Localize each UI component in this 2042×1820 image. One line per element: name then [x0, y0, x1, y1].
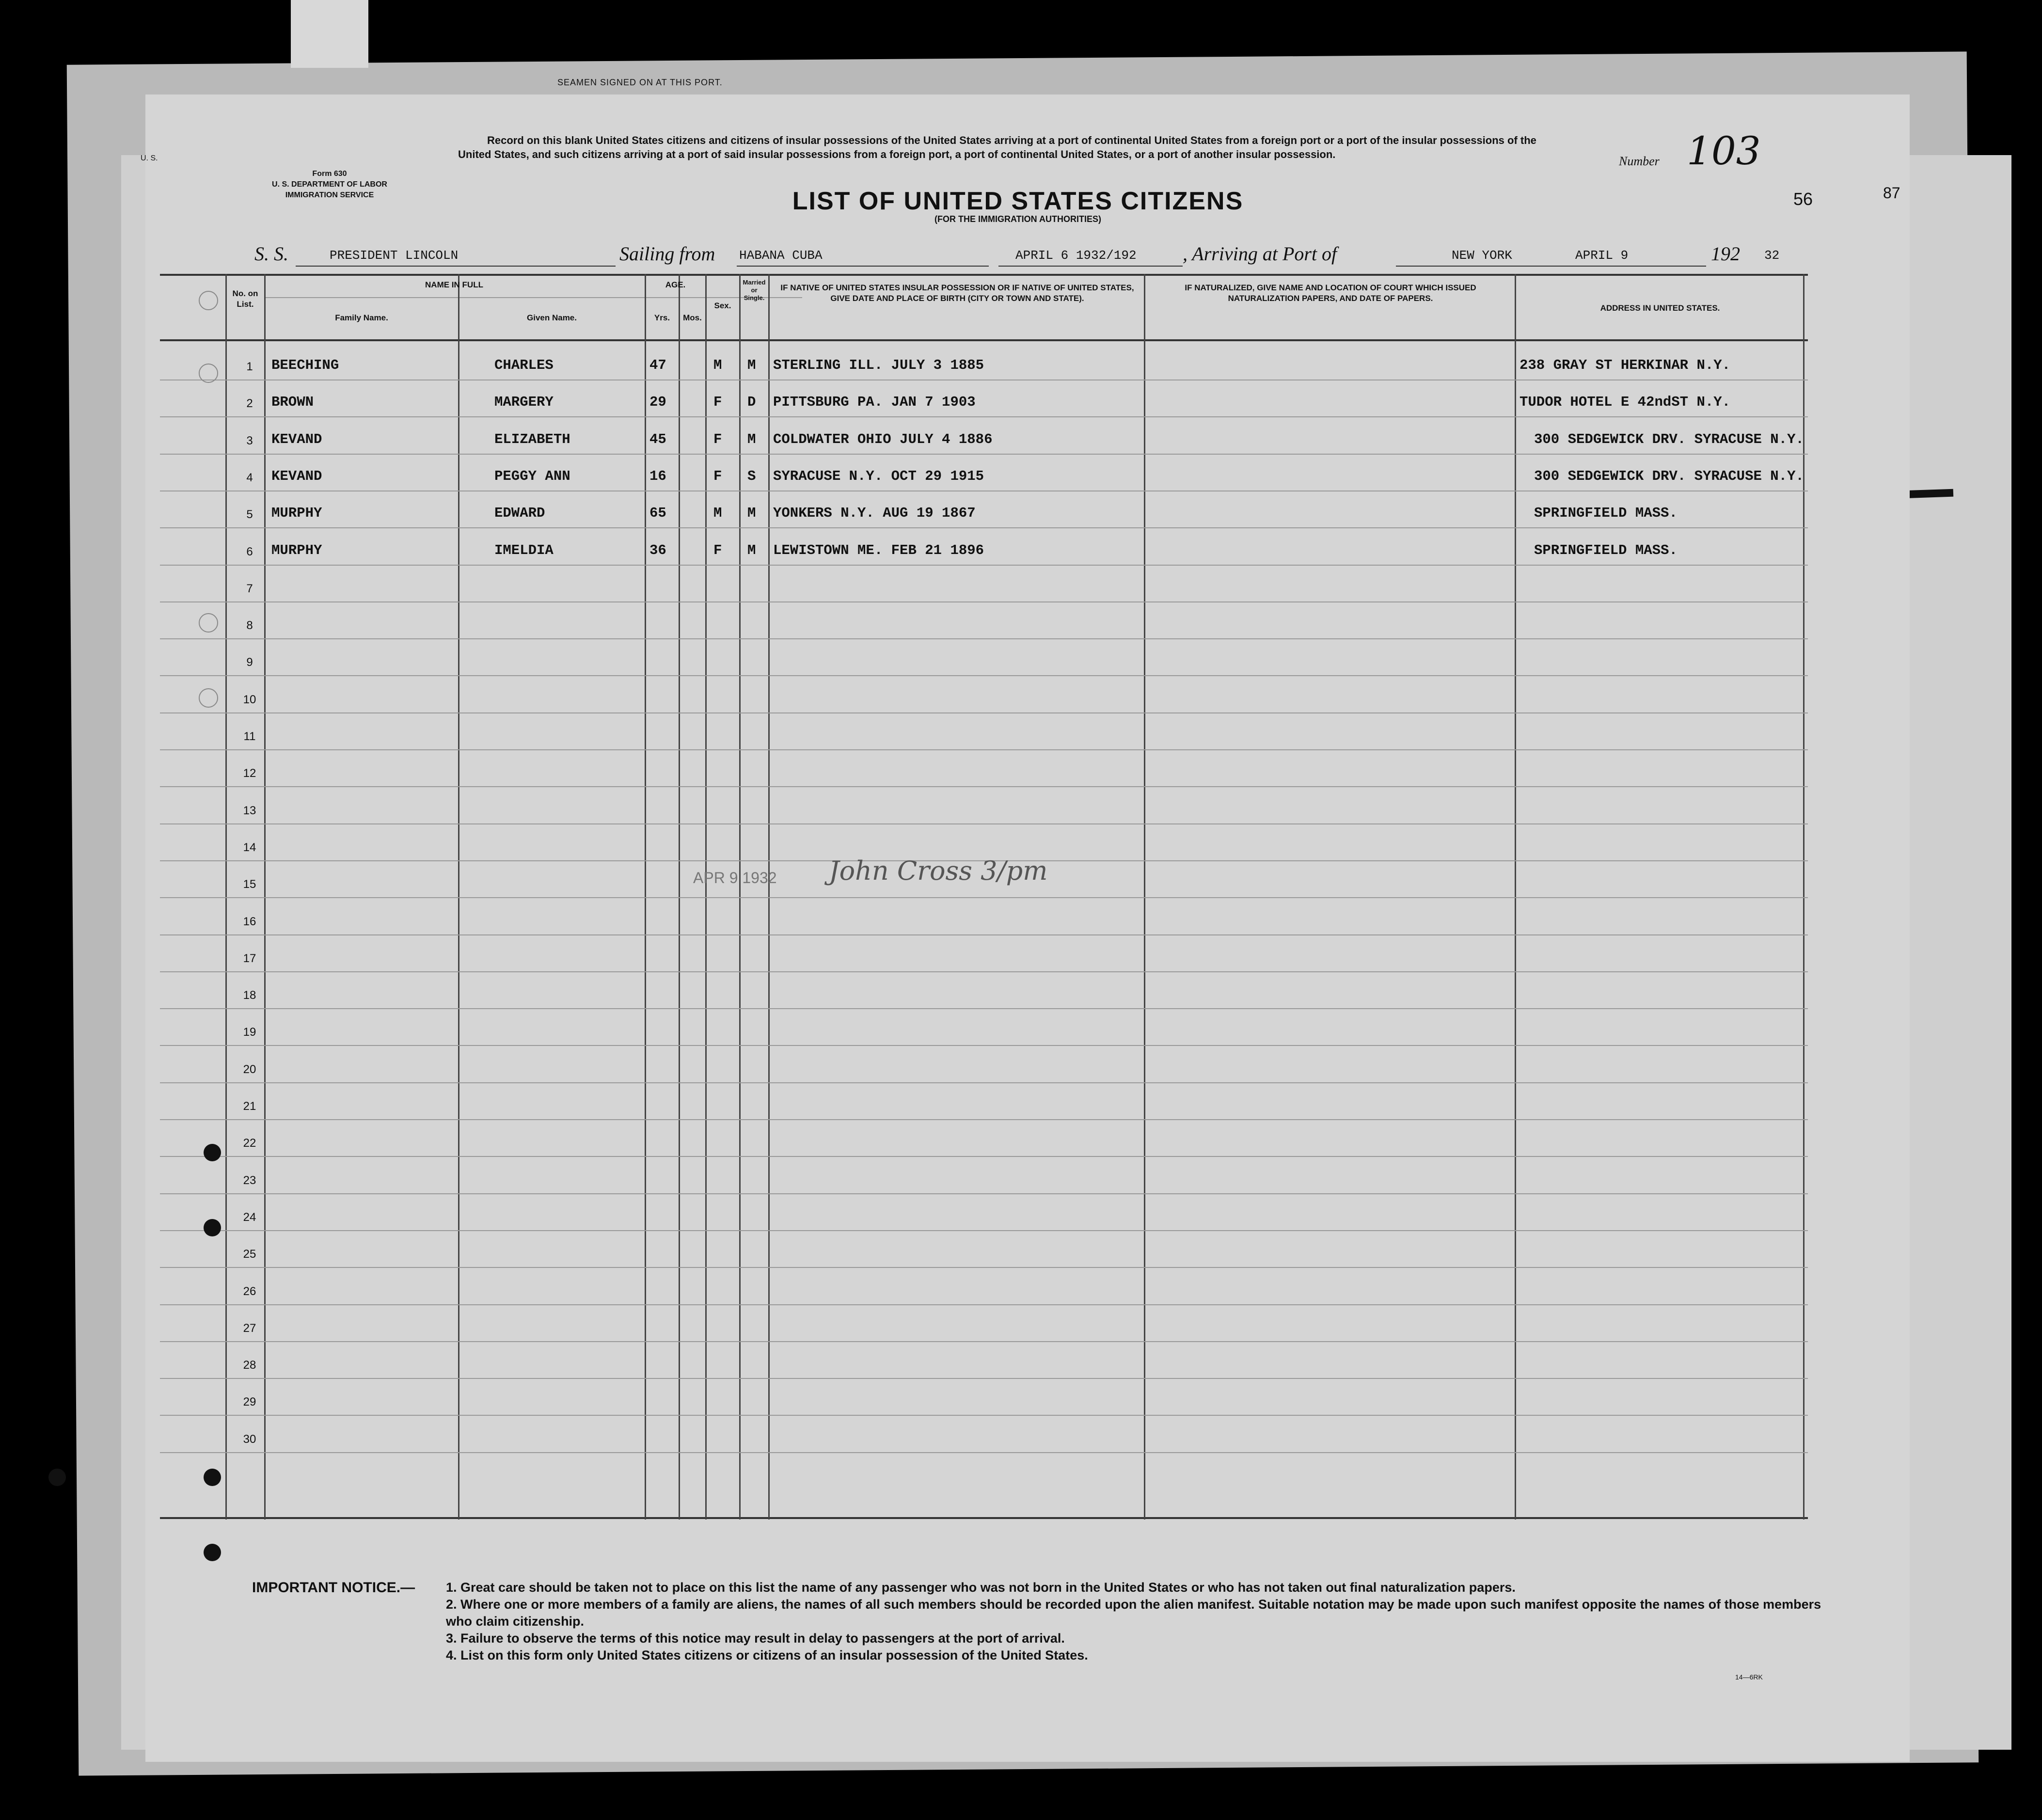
inspector-signature: John Cross 3/pm — [829, 855, 1048, 886]
cell-sex: F — [713, 394, 722, 411]
row-number: 26 — [243, 1284, 256, 1298]
row-number: 3 — [246, 434, 253, 447]
row-rule — [160, 971, 1808, 972]
row-number: 19 — [243, 1026, 256, 1039]
column-rule — [225, 274, 227, 1519]
row-number: 23 — [243, 1173, 256, 1187]
underline — [1396, 266, 1706, 267]
cell-given: IMELDIA — [494, 542, 554, 558]
col-given-name: Given Name. — [527, 313, 577, 322]
year-value: 32 — [1764, 248, 1780, 263]
row-rule — [160, 1452, 1808, 1453]
punch-hole — [199, 364, 218, 383]
col-name-in-full: NAME IN FULL — [425, 280, 483, 289]
cell-yrs: 45 — [649, 431, 666, 447]
row-number: 30 — [243, 1432, 256, 1446]
row-rule — [160, 1341, 1808, 1342]
table-top-rule — [160, 274, 1808, 276]
year-prefix: 192 — [1711, 243, 1740, 265]
column-rule — [1515, 274, 1516, 1519]
us-mark: U. S. — [141, 154, 158, 162]
cell-sex: M — [713, 505, 722, 522]
service: IMMIGRATION SERVICE — [285, 191, 374, 199]
column-rule — [768, 274, 770, 1519]
cell-address: 300 SEDGEWICK DRV. SYRACUSE N.Y. — [1534, 431, 1804, 447]
punch-hole — [199, 688, 218, 708]
sailing-from: HABANA CUBA — [739, 248, 823, 263]
row-rule — [160, 638, 1808, 639]
citizen-table — [160, 274, 1808, 1519]
col-yrs: Yrs. — [654, 313, 670, 322]
col-naturalized: IF NATURALIZED, GIVE NAME AND LOCATION OF COURT WHICH ISSUED NATURALIZATION PAPERS, AND DATE OF PAPERS. — [1185, 283, 1476, 303]
row-rule — [160, 527, 1808, 528]
cell-family: KEVAND — [271, 431, 322, 447]
cell-ms: M — [747, 357, 756, 373]
cell-address: TUDOR HOTEL E 42ndST N.Y. — [1520, 394, 1731, 411]
cell-birth: PITTSBURG PA. JAN 7 1903 — [773, 394, 976, 411]
notice-items — [446, 1579, 1822, 1664]
row-number: 12 — [243, 767, 256, 780]
cell-family: KEVAND — [271, 468, 322, 484]
cell-birth: YONKERS N.Y. AUG 19 1867 — [773, 505, 976, 522]
header-rule — [160, 339, 1808, 341]
row-number: 15 — [243, 878, 256, 891]
cell-address: SPRINGFIELD MASS. — [1534, 505, 1678, 522]
row-rule — [160, 1304, 1808, 1305]
column-rule — [679, 274, 680, 1519]
cell-birth: LEWISTOWN ME. FEB 21 1896 — [773, 542, 984, 558]
column-rule — [458, 274, 459, 1519]
cell-family: BROWN — [271, 394, 314, 411]
cell-family: MURPHY — [271, 542, 322, 558]
print-code: 14—6RK — [1735, 1673, 1763, 1681]
row-number: 5 — [246, 508, 253, 522]
row-rule — [160, 712, 1808, 713]
col-no-on-list: No. on List. — [232, 289, 258, 309]
cell-birth: STERLING ILL. JULY 3 1885 — [773, 357, 984, 373]
ship-name: PRESIDENT LINCOLN — [330, 248, 459, 263]
column-rule — [739, 274, 741, 1519]
cell-ms: D — [747, 394, 756, 411]
row-rule — [160, 565, 1808, 566]
row-rule — [160, 1008, 1808, 1009]
row-rule — [160, 1193, 1808, 1194]
page-title: LIST OF UNITED STATES CITIZENS — [792, 187, 1244, 215]
notice-lead: IMPORTANT NOTICE.— — [252, 1580, 415, 1596]
punch-hole — [199, 613, 218, 633]
table-bottom-rule — [160, 1517, 1808, 1519]
row-rule — [160, 454, 1808, 455]
arriving-label: , Arriving at Port of — [1183, 243, 1337, 265]
cell-sex: F — [713, 431, 722, 447]
row-number: 20 — [243, 1062, 256, 1076]
row-rule — [160, 1119, 1808, 1120]
name-age-subrule — [264, 297, 802, 298]
underline — [998, 266, 1183, 267]
cell-address: 300 SEDGEWICK DRV. SYRACUSE N.Y. — [1534, 468, 1804, 484]
row-rule — [160, 675, 1808, 676]
row-rule — [160, 1378, 1808, 1379]
notice-item: 2. Where one or more members of a family are aliens, the names of all such members should be recorded upon the alien manifest. Suitable notation may be made upon such manifest opposite the names of those members who claim citizenship. — [446, 1597, 1821, 1629]
row-number: 27 — [243, 1321, 256, 1335]
punch-hole — [48, 1469, 66, 1486]
row-rule — [160, 786, 1808, 787]
cell-ms: M — [747, 505, 756, 522]
cell-given: CHARLES — [494, 357, 554, 373]
row-rule — [160, 1082, 1808, 1083]
punch-hole — [204, 1219, 221, 1236]
row-number: 7 — [246, 582, 253, 595]
col-address: ADDRESS IN UNITED STATES. — [1600, 303, 1720, 313]
cell-yrs: 29 — [649, 394, 666, 411]
seamen-note: SEAMEN SIGNED ON AT THIS PORT. — [557, 78, 723, 87]
cell-given: MARGERY — [494, 394, 554, 411]
row-rule — [160, 1156, 1808, 1157]
cell-given: PEGGY ANN — [494, 468, 570, 484]
cell-birth: SYRACUSE N.Y. OCT 29 1915 — [773, 468, 984, 484]
row-rule — [160, 934, 1808, 935]
paper-tab — [291, 0, 368, 68]
col-married-single: Married or Single. — [743, 279, 766, 301]
cell-ms: M — [747, 542, 756, 558]
cell-family: MURPHY — [271, 505, 322, 522]
row-rule — [160, 1230, 1808, 1231]
row-number: 21 — [243, 1100, 256, 1113]
cell-ms: M — [747, 431, 756, 447]
column-rule — [1144, 274, 1145, 1519]
row-number: 24 — [243, 1210, 256, 1224]
department: U. S. DEPARTMENT OF LABOR — [272, 180, 387, 189]
row-rule — [160, 601, 1808, 602]
row-number: 22 — [243, 1137, 256, 1150]
notice-item: 4. List on this form only United States citizens or citizens of an insular possession of the United States. — [446, 1648, 1088, 1662]
cell-yrs: 16 — [649, 468, 666, 484]
arrival-port: NEW YORK — [1452, 248, 1512, 263]
page-number-back: 87 — [1883, 184, 1900, 202]
row-number: 14 — [243, 840, 256, 854]
form-identifier — [257, 169, 402, 201]
row-number: 2 — [246, 397, 253, 411]
punch-hole — [204, 1469, 221, 1486]
row-number: 11 — [243, 730, 256, 743]
cell-yrs: 65 — [649, 505, 666, 522]
row-number: 6 — [246, 545, 253, 558]
row-number: 1 — [246, 360, 253, 373]
column-rule — [645, 274, 646, 1519]
punch-hole — [199, 291, 218, 310]
notice-item: 1. Great care should be taken not to place on this list the name of any passenger who was not born in the United States or who has not taken out final naturalization papers. — [446, 1580, 1516, 1595]
notice-item: 3. Failure to observe the terms of this notice may result in delay to passengers at the port of arrival. — [446, 1631, 1065, 1646]
row-number: 18 — [243, 989, 256, 1002]
date-stamp: APR 9 1932 — [693, 869, 777, 886]
number-value: 103 — [1687, 128, 1761, 174]
cell-sex: F — [713, 542, 722, 558]
sailing-label: Sailing from — [619, 243, 715, 265]
row-number: 29 — [243, 1395, 256, 1409]
row-rule — [160, 416, 1808, 417]
cell-ms: S — [747, 468, 756, 484]
instructions: Record on this blank United States citizens and citizens of insular possessions of the United States arriving at a port of continental United States from a foreign port or a port of the insular possessions of the United States, and such citizens arriving at a port of said insular possessions from a foreign port, a port of continental United States, or a port of another insular possession. — [458, 134, 1536, 160]
row-rule — [160, 1415, 1808, 1416]
row-rule — [160, 1045, 1808, 1046]
underline — [296, 266, 616, 267]
number-label: Number — [1619, 154, 1660, 168]
column-rule — [705, 274, 707, 1519]
row-number: 8 — [246, 619, 253, 633]
form-number: Form 630 — [312, 170, 347, 178]
row-rule — [160, 823, 1808, 824]
column-rule — [1803, 274, 1805, 1519]
cell-given: ELIZABETH — [494, 431, 570, 447]
cell-sex: M — [713, 357, 722, 373]
row-number: 17 — [243, 951, 256, 965]
row-number: 16 — [243, 915, 256, 928]
row-number: 25 — [243, 1248, 256, 1261]
page-subtitle: (FOR THE IMMIGRATION AUTHORITIES) — [934, 214, 1101, 224]
cell-birth: COLDWATER OHIO JULY 4 1886 — [773, 431, 993, 447]
row-number: 4 — [246, 471, 253, 484]
row-number: 13 — [243, 804, 256, 817]
cell-sex: F — [713, 468, 722, 484]
row-rule — [160, 897, 1808, 898]
punch-hole — [204, 1144, 221, 1161]
page-number: 56 — [1793, 189, 1813, 209]
col-age: AGE. — [665, 280, 686, 289]
row-rule — [160, 1267, 1808, 1268]
arrival-date: APRIL 9 — [1575, 248, 1629, 263]
cell-yrs: 47 — [649, 357, 666, 373]
col-birth: IF NATIVE OF UNITED STATES INSULAR POSSESSION OR IF NATIVE OF UNITED STATES, GIVE DATE AND PLACE OF BIRTH (CITY OR TOWN AND STATE). — [780, 283, 1134, 303]
row-rule — [160, 749, 1808, 750]
underline — [737, 266, 989, 267]
cell-family: BEECHING — [271, 357, 339, 373]
ss-label: S. S. — [254, 243, 288, 265]
punch-hole — [204, 1544, 221, 1561]
row-number: 10 — [243, 693, 256, 706]
cell-address: SPRINGFIELD MASS. — [1534, 542, 1678, 558]
cell-yrs: 36 — [649, 542, 666, 558]
col-family-name: Family Name. — [335, 313, 388, 322]
col-mos: Mos. — [683, 313, 702, 322]
row-number: 9 — [246, 656, 253, 669]
depart-date: APRIL 6 1932/192 — [1015, 248, 1137, 263]
cell-given: EDWARD — [494, 505, 545, 522]
row-number: 28 — [243, 1359, 256, 1372]
cell-address: 238 GRAY ST HERKINAR N.Y. — [1520, 357, 1731, 373]
col-sex: Sex. — [714, 301, 731, 310]
